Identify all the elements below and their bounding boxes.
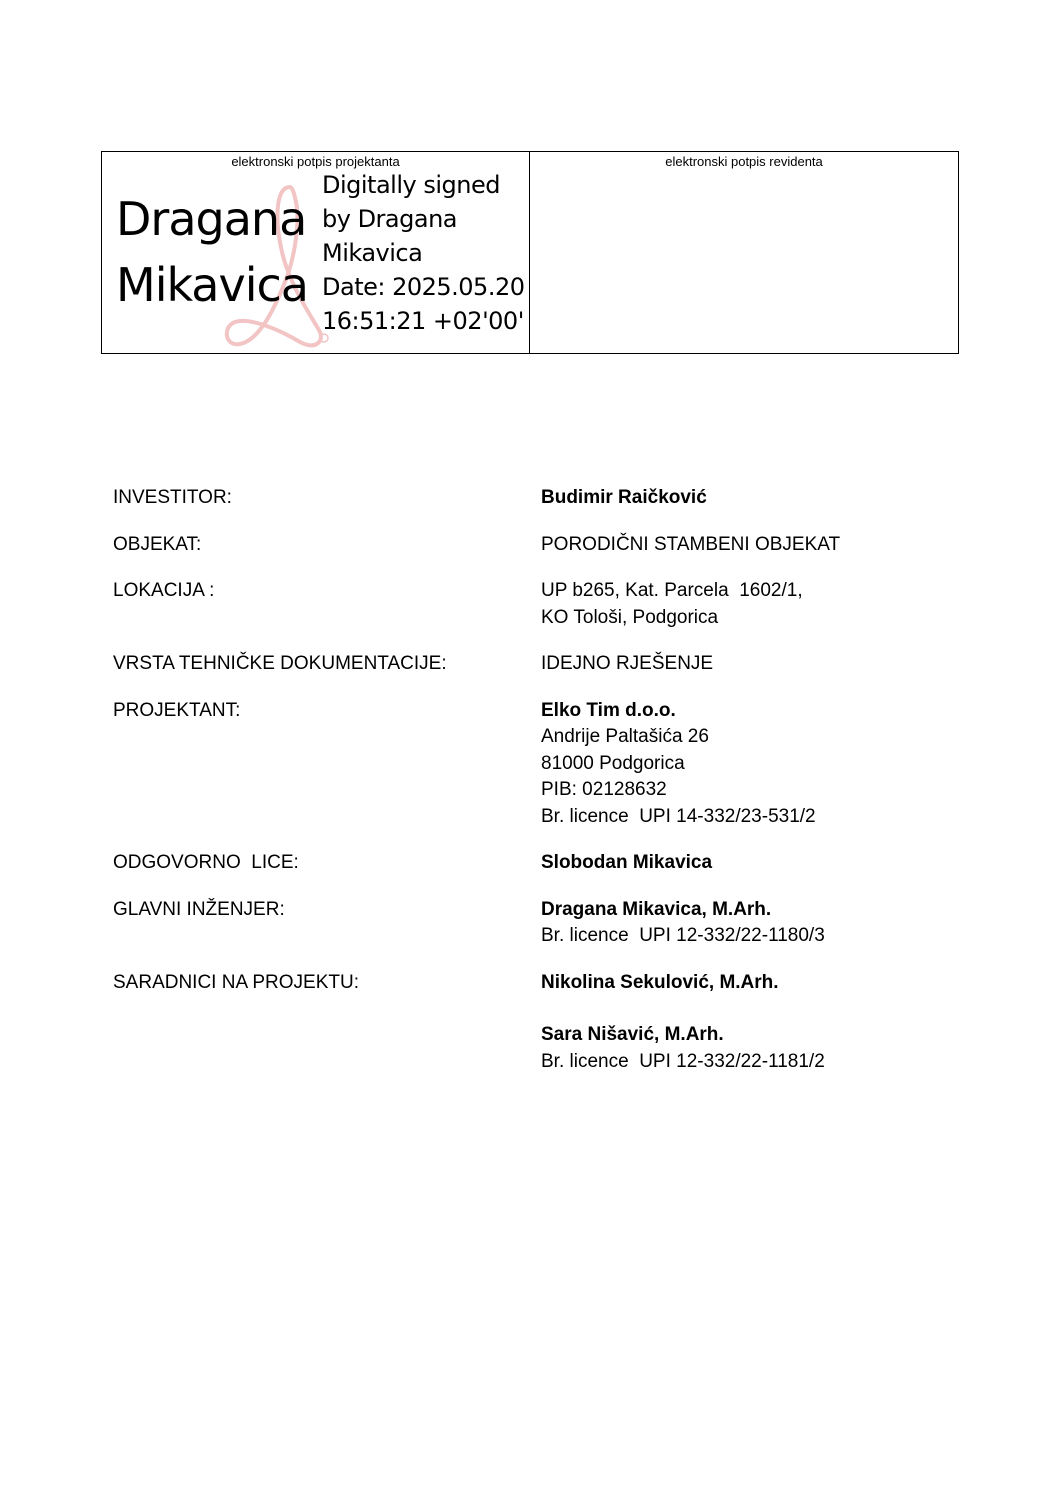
designer-signature-cell[interactable] <box>102 152 530 353</box>
reviewer-signature-cell[interactable] <box>530 152 958 353</box>
field-investitor <box>113 485 913 512</box>
field-label: VRSTA TEHNIČKE DOKUMENTACIJE: <box>113 653 447 674</box>
signature-box <box>101 151 959 354</box>
field-value <box>541 578 913 631</box>
field-label: INVESTITOR: <box>113 487 232 508</box>
designer-signature-header: elektronski potpis projektanta <box>231 154 400 169</box>
company-street: Andrije Paltašića 26 <box>541 726 709 747</box>
field-label: SARADNICI NA PROJEKTU: <box>113 971 359 993</box>
collaborator-name: Sara Nišavić, M.Arh. <box>541 1024 724 1045</box>
field-label: GLAVNI INŽENJER: <box>113 898 285 920</box>
signature-details <box>322 168 525 338</box>
signer-first-name: Dragana <box>116 192 307 246</box>
field-value: IDEJNO RJEŠENJE <box>541 653 714 674</box>
field-value <box>541 970 913 1076</box>
field-glavni-inzenjer <box>113 897 913 950</box>
field-value: Slobodan Mikavica <box>541 852 713 873</box>
signature-detail-line: Digitally signed <box>322 171 500 199</box>
field-projektant <box>113 698 913 831</box>
location-line: UP b265, Kat. Parcela 1602/1, <box>541 580 803 601</box>
reviewer-signature-header: elektronski potpis revidenta <box>665 154 823 169</box>
field-label: LOKACIJA : <box>113 580 215 601</box>
field-label: PROJEKTANT: <box>113 699 241 721</box>
field-vrsta-dokumentacije <box>113 651 913 678</box>
field-value <box>541 698 913 831</box>
company-licence: Br. licence UPI 14-332/23-531/2 <box>541 805 816 827</box>
signature-date-line: Date: 2025.05.20 <box>322 273 525 301</box>
field-label: ODGOVORNO LICE: <box>113 852 299 873</box>
field-lokacija <box>113 578 913 631</box>
field-value: Budimir Raičković <box>541 487 707 508</box>
collaborator-name: Nikolina Sekulović, M.Arh. <box>541 971 779 993</box>
signature-time-line: 16:51:21 +02'00' <box>322 307 524 335</box>
location-line: KO Tološi, Podgorica <box>541 606 719 628</box>
company-name: Elko Tim d.o.o. <box>541 699 676 721</box>
field-value <box>541 897 913 950</box>
spacer <box>541 996 913 1022</box>
field-value: PORODIČNI STAMBENI OBJEKAT <box>541 533 841 555</box>
signer-name <box>116 186 308 318</box>
engineer-licence: Br. licence UPI 12-332/22-1180/3 <box>541 925 825 946</box>
company-pib: PIB: 02128632 <box>541 779 667 800</box>
company-city: 81000 Podgorica <box>541 752 685 774</box>
project-info <box>113 485 913 1095</box>
signer-last-name: Mikavica <box>116 258 308 312</box>
signature-detail-line: Mikavica <box>322 239 423 267</box>
field-odgovorno-lice <box>113 850 913 877</box>
signature-detail-line: by Dragana <box>322 205 457 233</box>
collaborator-licence: Br. licence UPI 12-332/22-1181/2 <box>541 1050 825 1072</box>
field-saradnici <box>113 970 913 1076</box>
field-objekat <box>113 532 913 559</box>
field-label: OBJEKAT: <box>113 533 202 555</box>
engineer-name: Dragana Mikavica, M.Arh. <box>541 898 772 920</box>
